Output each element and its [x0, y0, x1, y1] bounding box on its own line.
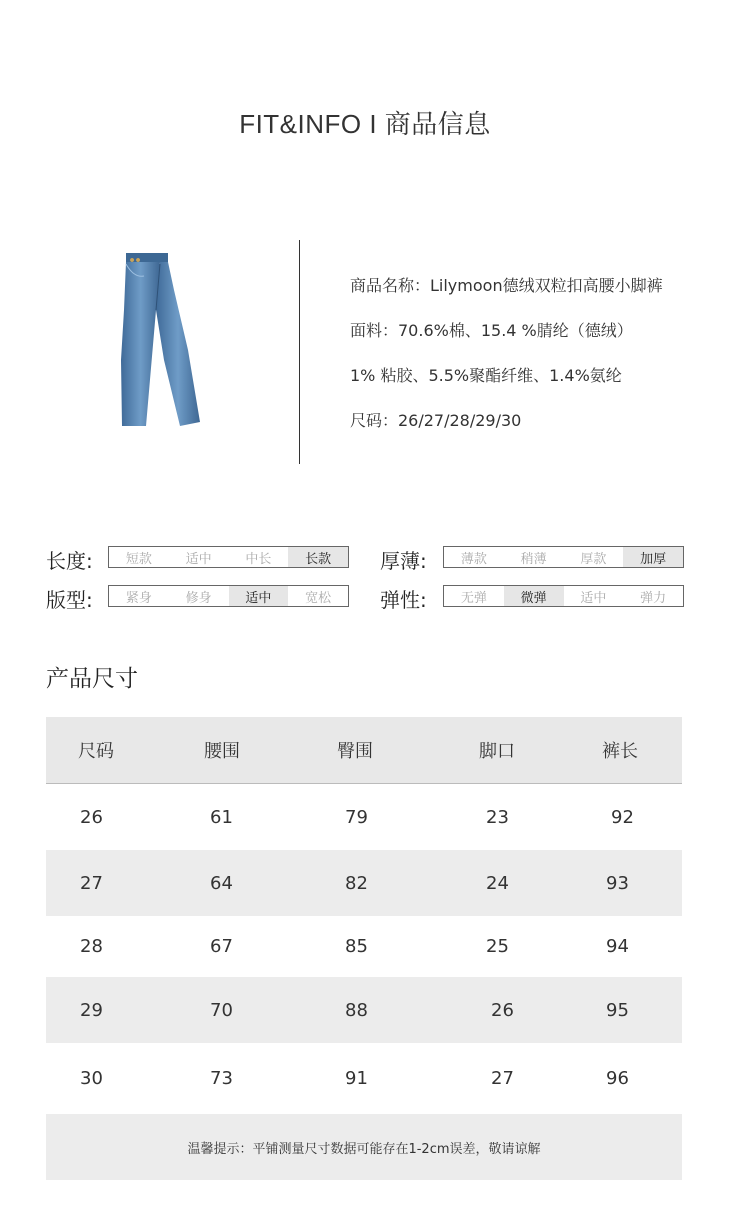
attr-fit-label: 版型: — [46, 588, 93, 612]
size-section-title: 产品尺寸 — [46, 666, 138, 692]
measurement-note: 温馨提示：平铺测量尺寸数据可能存在1-2cm误差，敬请谅解 — [46, 1114, 682, 1180]
table-cell: 23 — [486, 806, 509, 828]
column-header: 裤长 — [602, 741, 638, 762]
fabric-line-1: 面料：70.6%棉、15.4 %腈纶（德绒） — [350, 321, 633, 340]
size-range: 尺码：26/27/28/29/30 — [350, 411, 522, 430]
table-cell: 67 — [210, 936, 233, 957]
attr-fit-scale — [108, 585, 349, 607]
table-cell: 88 — [345, 999, 368, 1021]
attr-elasticity-option: 弹力 — [640, 590, 667, 606]
table-cell: 85 — [345, 936, 368, 957]
table-cell: 26 — [80, 806, 103, 828]
table-cell: 91 — [345, 1068, 368, 1089]
attr-fit-option: 修身 — [185, 590, 212, 606]
table-cell: 29 — [80, 999, 103, 1021]
table-cell: 27 — [491, 1068, 514, 1089]
denim-jeans-image — [112, 250, 210, 428]
attr-thickness-scale — [443, 546, 684, 568]
attr-length-option-selected: 长款 — [288, 547, 348, 567]
table-cell: 28 — [80, 936, 103, 957]
table-cell: 25 — [486, 936, 509, 957]
size-table — [46, 717, 682, 784]
table-cell: 94 — [606, 936, 629, 957]
attr-length-option: 适中 — [185, 551, 212, 567]
table-cell: 96 — [606, 1068, 629, 1089]
table-row — [46, 1043, 682, 1114]
table-cell: 82 — [345, 872, 368, 894]
table-cell: 73 — [210, 1068, 233, 1089]
attr-elasticity-option: 无弹 — [460, 590, 487, 606]
table-cell: 24 — [486, 872, 509, 894]
attr-elasticity-option: 适中 — [580, 590, 607, 606]
attr-length-option: 中长 — [245, 551, 272, 567]
table-row — [46, 784, 682, 850]
table-cell: 30 — [80, 1068, 103, 1089]
column-header: 脚口 — [479, 741, 515, 762]
attr-thickness-option: 稍薄 — [520, 551, 547, 567]
attr-thickness-option: 薄款 — [460, 551, 487, 567]
table-cell: 64 — [210, 872, 233, 894]
attr-fit-option-selected: 适中 — [229, 586, 289, 606]
attr-thickness-label: 厚薄: — [380, 549, 427, 573]
table-cell: 92 — [611, 806, 634, 828]
attr-length-option: 短款 — [125, 551, 152, 567]
column-header: 尺码 — [78, 741, 114, 762]
table-cell: 70 — [210, 999, 233, 1021]
page-title: FIT&INFO I 商品信息 — [239, 109, 491, 139]
attr-fit-option: 紧身 — [125, 590, 152, 606]
table-cell: 95 — [606, 999, 629, 1021]
attr-fit-option: 宽松 — [305, 590, 332, 606]
table-header-row — [46, 717, 682, 784]
table-cell: 93 — [606, 872, 629, 894]
attr-elasticity-option-selected: 微弹 — [504, 586, 564, 606]
table-cell: 79 — [345, 806, 368, 828]
attr-elasticity-scale — [443, 585, 684, 607]
column-header: 腰围 — [204, 741, 240, 762]
attr-thickness-option-selected: 加厚 — [623, 547, 683, 567]
divider-line — [299, 240, 300, 464]
table-cell: 26 — [491, 999, 514, 1021]
table-cell: 27 — [80, 872, 103, 894]
attr-length-scale — [108, 546, 349, 568]
table-row — [46, 916, 682, 977]
fabric-line-2: 1% 粘胶、5.5%聚酯纤维、1.4%氨纶 — [350, 366, 622, 385]
attr-elasticity-label: 弹性: — [380, 588, 427, 612]
column-header: 臀围 — [337, 741, 373, 762]
table-cell: 61 — [210, 806, 233, 828]
table-row — [46, 850, 682, 916]
attr-length-label: 长度: — [46, 549, 93, 573]
table-row — [46, 977, 682, 1043]
attr-thickness-option: 厚款 — [580, 551, 607, 567]
product-name: 商品名称：Lilymoon德绒双粒扣高腰小脚裤 — [350, 276, 663, 295]
